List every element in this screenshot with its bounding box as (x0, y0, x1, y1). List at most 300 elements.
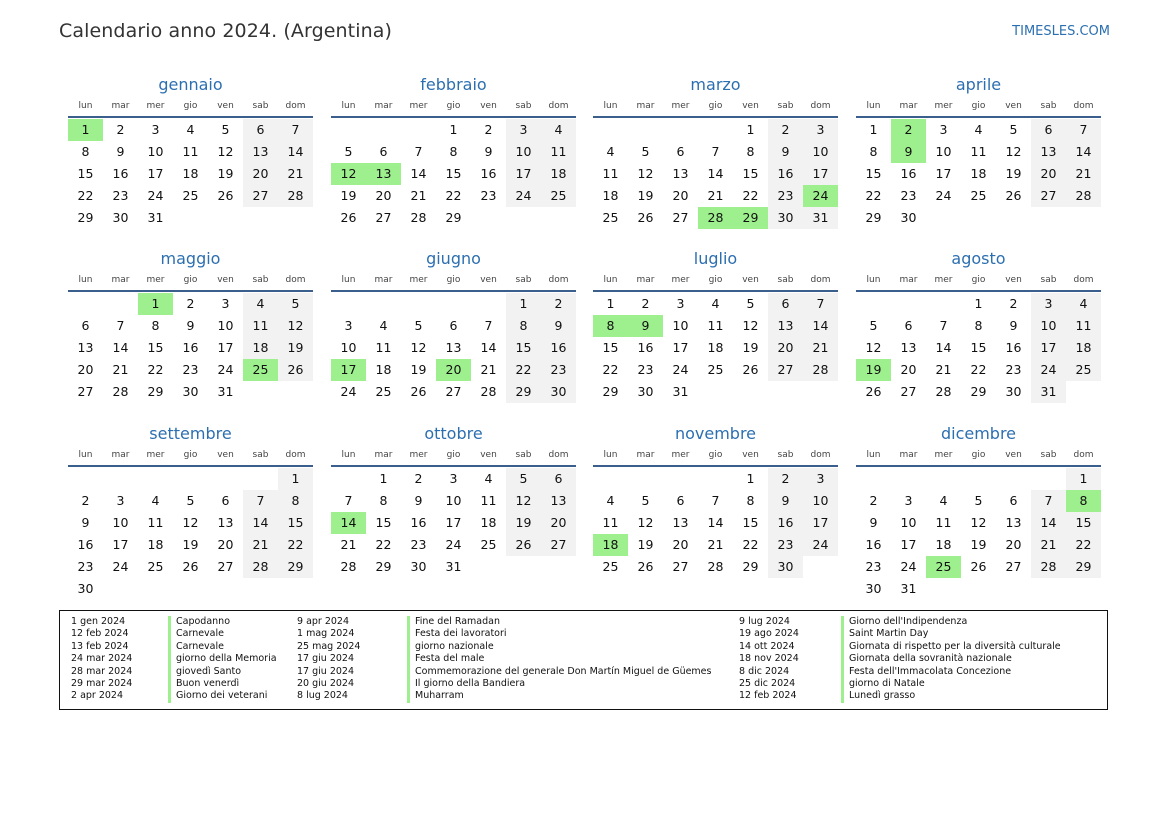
weekday-label: gio (183, 275, 198, 285)
day-cell: 12 (742, 318, 759, 333)
day-cell: 15 (278, 512, 313, 534)
day-cell: 1 (974, 296, 983, 311)
empty-cell (401, 119, 436, 141)
day-cell: 9 (541, 315, 576, 337)
empty-cell (103, 468, 138, 490)
day-cell: 14 (707, 515, 724, 530)
day-cell: 4 (939, 493, 948, 508)
day-cell: 1 (746, 122, 755, 137)
day-cell: 26 (1005, 188, 1022, 203)
legend-date: 17 giu 2024 (297, 653, 354, 665)
month-giugno (331, 248, 576, 403)
day-cell: 31 (900, 581, 917, 596)
weekday-header (856, 445, 1101, 467)
day-cell: 2 (81, 493, 90, 508)
day-cell: 31 (1031, 381, 1066, 403)
weekday-label: gio (183, 450, 198, 460)
day-cell-holiday: 14 (331, 512, 366, 534)
month-name: giugno (426, 249, 481, 268)
day-cell: 29 (278, 556, 313, 578)
weekday-label: mar (374, 450, 393, 460)
day-grid (68, 119, 313, 229)
day-cell: 10 (1031, 315, 1066, 337)
empty-cell (698, 119, 733, 141)
day-cell: 27 (541, 534, 576, 556)
day-cell-holiday: 25 (926, 556, 961, 578)
legend-row (739, 678, 1061, 690)
day-cell: 29 (742, 559, 759, 574)
day-cell: 5 (746, 296, 755, 311)
legend-row (297, 653, 711, 665)
day-cell: 5 (641, 493, 650, 508)
day-cell: 17 (445, 515, 462, 530)
weekday-label: mar (374, 101, 393, 111)
day-cell: 23 (768, 534, 803, 556)
weekday-header (856, 96, 1101, 118)
day-cell: 13 (900, 340, 917, 355)
day-cell: 26 (217, 188, 234, 203)
day-cell: 6 (676, 493, 685, 508)
empty-cell (628, 468, 663, 490)
empty-cell (331, 119, 366, 141)
day-cell: 15 (506, 337, 541, 359)
legend-date: 29 mar 2024 (71, 678, 133, 690)
legend-date: 9 lug 2024 (739, 616, 790, 627)
day-cell: 23 (112, 188, 129, 203)
day-cell: 4 (151, 493, 160, 508)
day-cell: 11 (1066, 315, 1101, 337)
day-cell: 18 (1066, 337, 1101, 359)
day-cell: 11 (970, 144, 987, 159)
day-cell: 27 (1005, 559, 1022, 574)
day-cell: 2 (641, 296, 650, 311)
empty-cell (663, 119, 698, 141)
month-aprile (856, 74, 1101, 229)
day-cell: 14 (410, 166, 427, 181)
day-cell: 7 (711, 493, 720, 508)
day-cell: 12 (865, 340, 882, 355)
day-cell: 5 (869, 318, 878, 333)
legend-holiday-name: Festa dell'Immacolata Concezione (841, 666, 1011, 678)
day-cell: 11 (182, 144, 199, 159)
day-cell: 4 (974, 122, 983, 137)
legend-row (297, 666, 711, 678)
weekday-label: gio (708, 275, 723, 285)
weekday-label: mer (934, 101, 953, 111)
legend-date: 12 feb 2024 (739, 690, 797, 702)
day-cell: 27 (375, 210, 392, 225)
day-cell: 28 (340, 559, 357, 574)
day-cell: 14 (803, 315, 838, 337)
day-grid (856, 468, 1101, 600)
weekday-label: lun (603, 101, 618, 111)
weekday-label: ven (480, 450, 497, 460)
day-cell: 17 (803, 512, 838, 534)
day-cell-holiday: 28 (698, 207, 733, 229)
weekday-header (331, 445, 576, 467)
day-cell: 18 (243, 337, 278, 359)
day-cell: 22 (375, 537, 392, 552)
day-cell: 29 (602, 384, 619, 399)
day-cell: 24 (112, 559, 129, 574)
day-cell: 29 (445, 210, 462, 225)
day-cell: 30 (865, 581, 882, 596)
day-cell: 2 (186, 296, 195, 311)
day-cell: 25 (970, 188, 987, 203)
day-cell: 3 (506, 119, 541, 141)
day-cell: 7 (278, 119, 313, 141)
weekday-label: lun (341, 101, 356, 111)
day-cell: 4 (711, 296, 720, 311)
day-cell: 29 (865, 210, 882, 225)
day-cell-holiday: 13 (366, 163, 401, 185)
weekday-label: gio (446, 101, 461, 111)
day-cell: 15 (147, 340, 164, 355)
brand-link[interactable]: TIMESLES.COM (1012, 24, 1110, 39)
day-cell: 22 (278, 534, 313, 556)
day-cell: 17 (900, 537, 917, 552)
day-cell: 9 (484, 144, 493, 159)
weekday-label: mer (409, 275, 428, 285)
weekday-label: dom (548, 450, 569, 460)
weekday-label: mar (111, 101, 130, 111)
day-cell: 15 (742, 515, 759, 530)
day-cell: 19 (410, 362, 427, 377)
day-cell: 13 (243, 141, 278, 163)
day-cell: 22 (970, 362, 987, 377)
month-ottobre (331, 423, 576, 578)
legend-date: 24 mar 2024 (71, 653, 133, 665)
day-grid (856, 293, 1101, 403)
weekday-label: dom (810, 101, 831, 111)
day-cell: 28 (480, 384, 497, 399)
empty-cell (471, 293, 506, 315)
day-cell: 8 (974, 318, 983, 333)
day-cell: 6 (541, 468, 576, 490)
day-cell: 20 (243, 163, 278, 185)
day-cell: 3 (449, 471, 458, 486)
weekday-label: gio (446, 275, 461, 285)
day-cell-holiday: 17 (331, 359, 366, 381)
weekday-label: ven (742, 450, 759, 460)
day-cell: 29 (1066, 556, 1101, 578)
day-cell: 17 (935, 166, 952, 181)
day-cell: 31 (672, 384, 689, 399)
day-cell: 18 (935, 537, 952, 552)
day-cell: 22 (1066, 534, 1101, 556)
day-cell: 5 (974, 493, 983, 508)
day-cell: 17 (506, 163, 541, 185)
day-cell: 5 (186, 493, 195, 508)
day-cell: 10 (803, 141, 838, 163)
legend-holiday-name: Buon venerdì (168, 678, 239, 690)
weekday-label: mar (899, 450, 918, 460)
day-cell: 24 (445, 537, 462, 552)
day-cell: 21 (707, 188, 724, 203)
day-cell: 17 (217, 340, 234, 355)
legend-holiday-name: Carnevale (168, 641, 224, 653)
weekday-label: lun (78, 275, 93, 285)
empty-cell (331, 293, 366, 315)
legend-holiday-name: Giorno dell'Indipendenza (841, 616, 967, 628)
legend-date: 19 ago 2024 (739, 628, 799, 640)
day-cell: 28 (243, 556, 278, 578)
legend-row (71, 641, 277, 653)
month-name: luglio (693, 249, 738, 268)
day-cell: 8 (506, 315, 541, 337)
day-cell: 2 (869, 493, 878, 508)
day-cell: 27 (768, 359, 803, 381)
day-cell: 13 (768, 315, 803, 337)
weekday-label: sab (252, 275, 269, 285)
empty-cell (366, 293, 401, 315)
weekday-label: sab (777, 450, 794, 460)
day-cell: 18 (182, 166, 199, 181)
empty-cell (926, 468, 961, 490)
day-cell: 27 (672, 210, 689, 225)
day-cell: 22 (506, 359, 541, 381)
day-cell: 25 (602, 559, 619, 574)
day-cell: 22 (865, 188, 882, 203)
day-cell: 9 (414, 493, 423, 508)
weekday-header (593, 270, 838, 292)
weekday-header (68, 445, 313, 467)
weekday-label: sab (777, 275, 794, 285)
day-cell: 21 (410, 188, 427, 203)
legend-row (297, 690, 711, 702)
day-cell: 27 (445, 384, 462, 399)
weekday-label: gio (708, 101, 723, 111)
day-cell: 31 (445, 559, 462, 574)
day-cell: 9 (116, 144, 125, 159)
day-cell: 6 (768, 293, 803, 315)
day-cell: 24 (803, 534, 838, 556)
day-cell: 25 (541, 185, 576, 207)
weekday-label: mar (636, 275, 655, 285)
legend-row (71, 653, 277, 665)
day-cell: 13 (445, 340, 462, 355)
weekday-label: gio (708, 450, 723, 460)
month-luglio (593, 248, 838, 403)
day-cell: 5 (1009, 122, 1018, 137)
empty-cell (68, 468, 103, 490)
day-cell: 3 (116, 493, 125, 508)
weekday-label: sab (252, 450, 269, 460)
day-cell: 3 (939, 122, 948, 137)
day-cell: 13 (672, 515, 689, 530)
empty-cell (698, 468, 733, 490)
weekday-label: ven (742, 275, 759, 285)
day-cell: 7 (1066, 119, 1101, 141)
legend-holiday-name: Saint Martin Day (841, 628, 928, 640)
weekday-label: dom (548, 101, 569, 111)
day-cell: 28 (278, 185, 313, 207)
day-cell: 20 (541, 512, 576, 534)
day-cell: 20 (217, 537, 234, 552)
day-cell: 24 (672, 362, 689, 377)
day-cell: 8 (81, 144, 90, 159)
legend-date: 13 feb 2024 (71, 640, 129, 652)
day-cell: 6 (81, 318, 90, 333)
legend-holiday-name: giorno della Memoria (168, 653, 277, 665)
weekday-label: dom (810, 275, 831, 285)
empty-cell (436, 293, 471, 315)
day-cell: 11 (602, 166, 619, 181)
legend-holiday-name: Lunedì grasso (841, 690, 915, 702)
day-cell: 25 (480, 537, 497, 552)
month-febbraio (331, 74, 576, 229)
day-cell: 16 (480, 166, 497, 181)
day-cell: 14 (1066, 141, 1101, 163)
day-cell: 13 (217, 515, 234, 530)
day-cell: 12 (182, 515, 199, 530)
legend-date: 8 dic 2024 (739, 665, 790, 677)
day-cell: 28 (1031, 556, 1066, 578)
day-cell: 6 (1031, 119, 1066, 141)
day-cell: 23 (637, 362, 654, 377)
month-name: aprile (955, 75, 1002, 94)
month-name: ottobre (424, 424, 483, 443)
day-cell: 16 (1005, 340, 1022, 355)
legend-row (71, 666, 277, 678)
day-cell: 5 (641, 144, 650, 159)
day-cell: 3 (221, 296, 230, 311)
legend-column-1 (71, 616, 277, 703)
day-grid (593, 119, 838, 229)
weekday-label: ven (480, 275, 497, 285)
day-cell: 14 (278, 141, 313, 163)
day-cell: 7 (711, 144, 720, 159)
day-cell: 12 (637, 166, 654, 181)
day-cell: 21 (243, 534, 278, 556)
day-cell: 10 (506, 141, 541, 163)
day-cell: 19 (506, 512, 541, 534)
legend-holiday-name: Giornata di rispetto per la diversità culturale (841, 641, 1061, 653)
day-cell: 11 (243, 315, 278, 337)
day-cell: 18 (602, 188, 619, 203)
empty-cell (173, 468, 208, 490)
day-cell: 1 (379, 471, 388, 486)
day-cell: 16 (900, 166, 917, 181)
day-cell: 1 (278, 468, 313, 490)
weekday-label: mar (636, 101, 655, 111)
day-cell: 27 (672, 559, 689, 574)
day-cell: 16 (768, 512, 803, 534)
empty-cell (663, 468, 698, 490)
day-cell: 11 (375, 340, 392, 355)
weekday-label: sab (1040, 275, 1057, 285)
day-cell: 26 (278, 359, 313, 381)
day-cell: 3 (803, 119, 838, 141)
day-grid (331, 293, 576, 403)
weekday-label: lun (341, 275, 356, 285)
empty-cell (1031, 468, 1066, 490)
month-dicembre (856, 423, 1101, 600)
day-cell: 12 (637, 515, 654, 530)
day-cell: 23 (768, 185, 803, 207)
day-cell: 12 (970, 515, 987, 530)
day-cell: 7 (116, 318, 125, 333)
day-cell-holiday: 25 (243, 359, 278, 381)
legend-date: 17 giu 2024 (297, 665, 354, 677)
day-cell: 4 (606, 144, 615, 159)
day-cell-holiday: 8 (593, 315, 628, 337)
month-settembre (68, 423, 313, 600)
legend-date: 2 apr 2024 (71, 690, 124, 702)
day-cell: 6 (676, 144, 685, 159)
day-cell: 19 (637, 188, 654, 203)
legend-row (71, 678, 277, 690)
day-cell: 27 (77, 384, 94, 399)
legend-holiday-name: Festa dei lavoratori (407, 628, 507, 640)
weekday-label: dom (548, 275, 569, 285)
day-cell: 30 (768, 556, 803, 578)
day-cell-holiday: 24 (803, 185, 838, 207)
day-cell: 15 (375, 515, 392, 530)
day-cell-holiday: 9 (628, 315, 663, 337)
day-cell: 14 (935, 340, 952, 355)
day-cell: 24 (506, 185, 541, 207)
day-cell: 13 (541, 490, 576, 512)
day-cell: 19 (1005, 166, 1022, 181)
legend-date: 8 lug 2024 (297, 690, 348, 702)
day-cell: 12 (506, 490, 541, 512)
empty-cell (856, 468, 891, 490)
day-cell: 26 (506, 534, 541, 556)
day-cell: 13 (77, 340, 94, 355)
day-cell: 19 (637, 537, 654, 552)
weekday-label: lun (866, 101, 881, 111)
weekday-label: dom (1073, 450, 1094, 460)
day-cell: 24 (147, 188, 164, 203)
day-grid (593, 468, 838, 578)
day-cell: 6 (243, 119, 278, 141)
empty-cell (961, 468, 996, 490)
day-cell: 19 (182, 537, 199, 552)
day-cell: 30 (77, 581, 94, 596)
day-cell: 5 (414, 318, 423, 333)
day-cell: 29 (147, 384, 164, 399)
day-cell: 21 (935, 362, 952, 377)
legend-row (297, 628, 711, 640)
day-cell: 24 (217, 362, 234, 377)
day-cell: 13 (1005, 515, 1022, 530)
day-cell: 3 (344, 318, 353, 333)
day-cell: 18 (147, 537, 164, 552)
day-cell: 21 (803, 337, 838, 359)
weekday-label: dom (1073, 101, 1094, 111)
weekday-label: ven (217, 450, 234, 460)
day-cell: 25 (147, 559, 164, 574)
weekday-label: ven (217, 275, 234, 285)
day-cell: 21 (1031, 534, 1066, 556)
weekday-label: gio (971, 101, 986, 111)
day-cell: 2 (1009, 296, 1018, 311)
day-cell: 21 (707, 537, 724, 552)
day-cell: 11 (707, 318, 724, 333)
day-cell: 30 (900, 210, 917, 225)
month-agosto (856, 248, 1101, 403)
weekday-label: mar (899, 275, 918, 285)
weekday-header (856, 270, 1101, 292)
day-cell: 12 (1005, 144, 1022, 159)
day-cell: 10 (672, 318, 689, 333)
day-cell: 11 (602, 515, 619, 530)
day-cell: 3 (676, 296, 685, 311)
day-cell: 26 (182, 559, 199, 574)
legend-holiday-name: Giornata della sovranità nazionale (841, 653, 1012, 665)
day-cell: 6 (379, 144, 388, 159)
